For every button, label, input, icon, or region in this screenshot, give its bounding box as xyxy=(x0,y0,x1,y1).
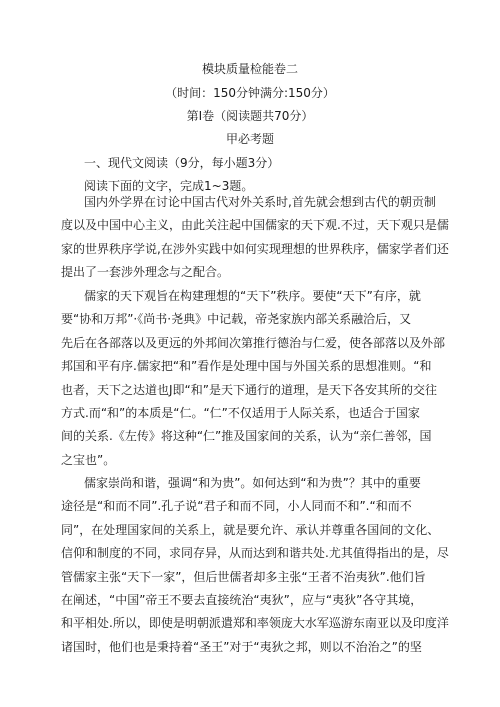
time-score-info: （时间：150分钟满分:150分） xyxy=(165,86,335,100)
paragraph-line: 要“协和万邦”·《尚书·尧典》中记载，帝尧家族内部关系融洽后，又 xyxy=(61,312,412,327)
paragraph-line: 邦国和平有序.儒家把“和”看作是处理中国与外国关系的思想准则。“和 xyxy=(61,359,432,374)
paragraph-1 xyxy=(61,191,451,285)
paragraph-line: 同”，在处理国家间的关系上，就是要允许、承认并尊重各国间的文化、 xyxy=(61,522,440,537)
reading-instruction: 阅读下面的文字，完成1~3题。 xyxy=(84,179,254,193)
paragraph-3 xyxy=(61,472,451,659)
required-heading: 甲必考题 xyxy=(225,132,274,146)
paragraph-line: 先后在各部落以及更远的外邦间次第推行德治与仁爱，使各部落以及外部 xyxy=(61,335,446,350)
paragraph-line: 和平相处.所以，即使是明朝派遣郑和率领庞大水军巡游东南亚以及印度洋 xyxy=(61,616,449,631)
paragraph-line: 家的世界秩序学说,在涉外实践中如何实现理想的世界秩序，儒家学者们还 xyxy=(61,241,449,256)
paragraph-line: 国内外学界在讨论中国古代对外关系时,首先就会想到古代的朝贡制 xyxy=(84,195,436,209)
paragraph-line: 途径是“和而不同”.孔子说“君子和而不同，小人同而不和”.“和而不 xyxy=(61,499,412,514)
paragraph-line: 信仰和制度的不同，求同存异，从而达到和谐共处.尤其值得指出的是，尽 xyxy=(61,546,449,561)
paragraph-line: 度以及中国中心主义，由此关注起中国儒家的天下观.不过，天下观只是儒 xyxy=(61,218,449,233)
paragraph-2 xyxy=(61,285,451,472)
paragraph-line: 提出了一套涉外理念与之配合。 xyxy=(61,265,230,280)
section-heading: 一、现代文阅读（9分，每小题3分） xyxy=(84,156,280,170)
volume-heading: 第Ⅰ卷（阅读题共70分） xyxy=(186,109,314,123)
paragraph-line: 管儒家主张“天下一家”，但后世儒者却多主张“王者不治夷狄”.他们旨 xyxy=(61,569,426,584)
paragraph-line: 也者，天下之达道也J即“和”是天下通行的道理，是天下各安其所的交往 xyxy=(61,382,437,397)
paragraph-line: 儒家的天下观旨在构建理想的“天下”秩序。要使“天下”有序，就 xyxy=(84,289,421,303)
paragraph-line: 在阐述，“中国”帝王不要去直接统治“夷狄”，应与“夷狄”各守其境， xyxy=(61,592,423,607)
paragraph-line: 间的关系.《左传》将这种“仁”推及国家间的关系，认为“亲仁善邻，国 xyxy=(61,429,432,444)
paragraph-line: 儒家崇尚和谐，强调“和为贵”。如何达到“和为贵”？其中的重要 xyxy=(84,476,421,490)
paragraph-line: 诸国时，他们也是秉持着“圣王”对于“夷狄之邦，则以不治治之”的坚 xyxy=(61,639,422,654)
paragraph-line: 方式.而“和”的本质是“仁。“仁”不仅适用于人际关系，也适合于国家 xyxy=(61,405,420,420)
paragraph-line: 之宝也”。 xyxy=(61,452,116,467)
document-title: 模块质量检能卷二 xyxy=(201,62,298,76)
